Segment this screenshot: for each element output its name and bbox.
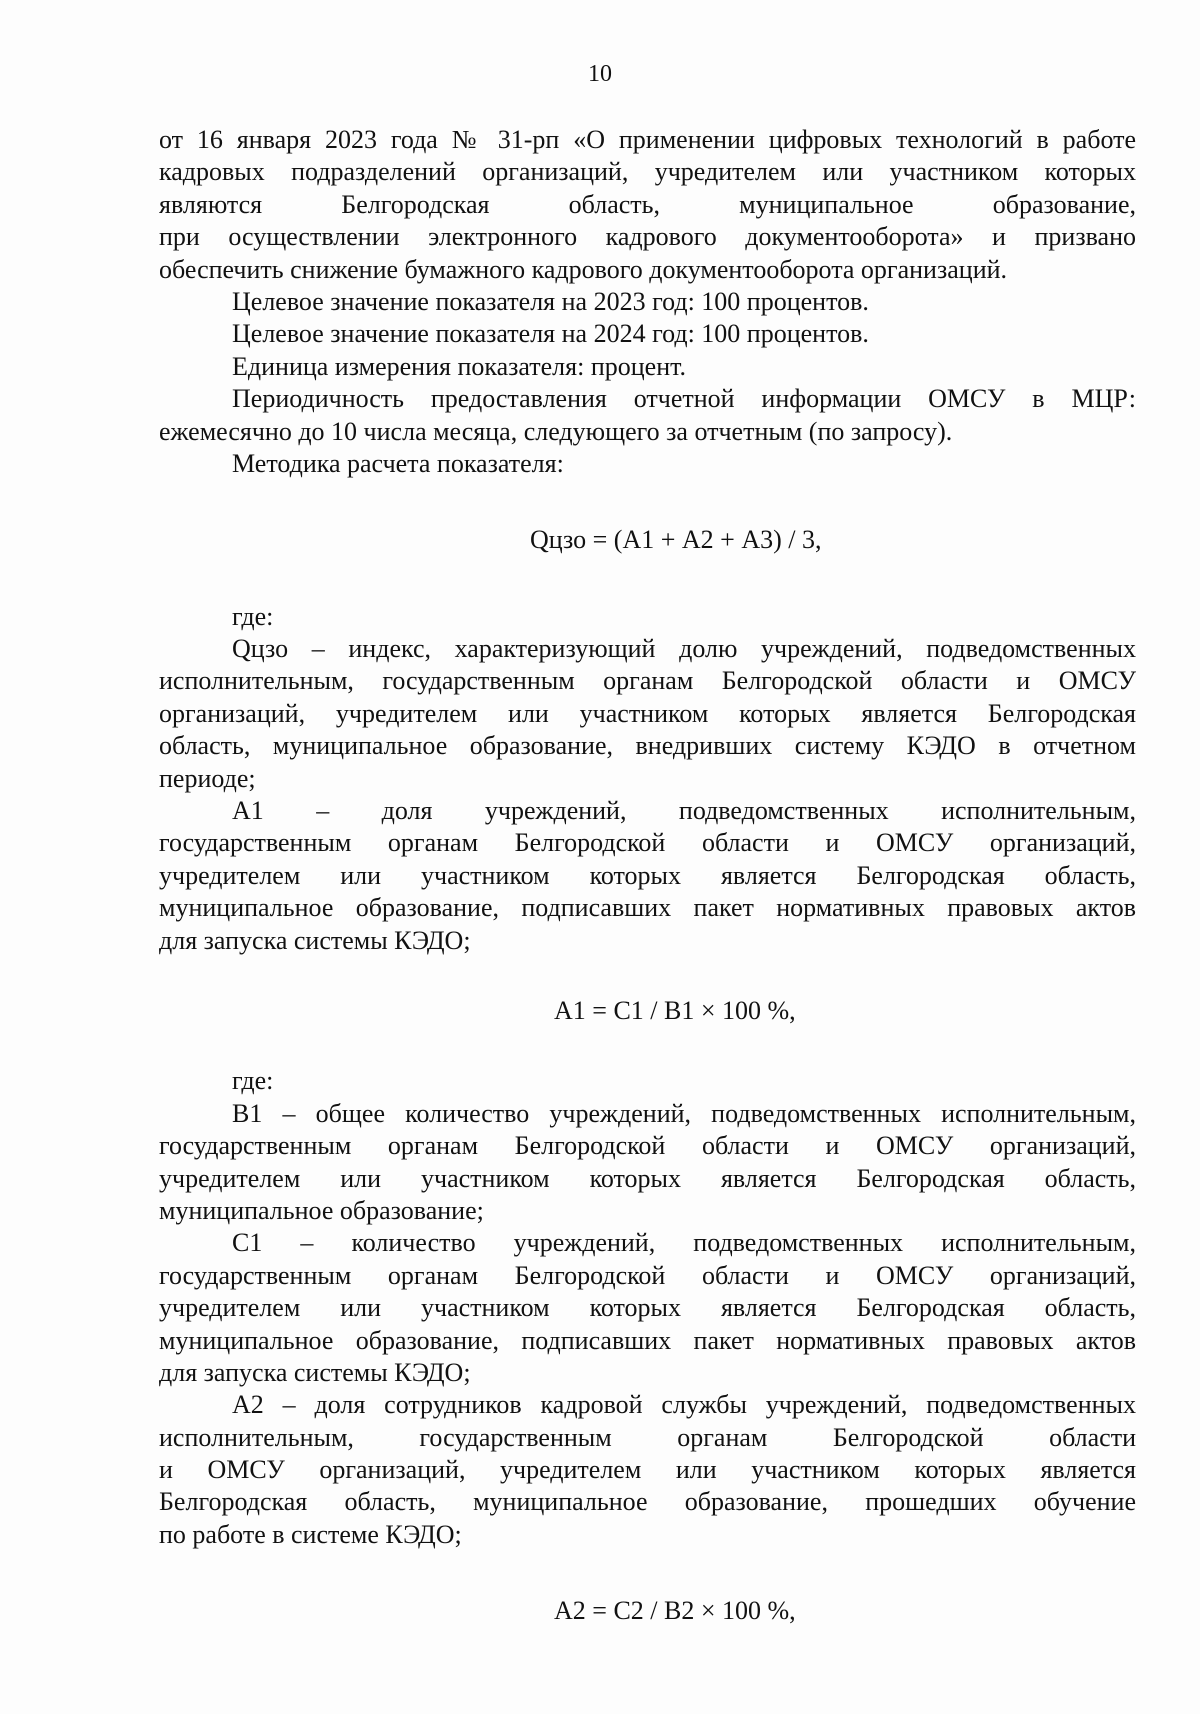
text-line: государственным органам Белгородской области и ОМСУ организаций, — [159, 1260, 1136, 1290]
formula-main-text: Qцзо = (А1 + А2 + А3) / 3, — [530, 525, 822, 555]
document-body — [159, 124, 1136, 1628]
page-number: 10 — [588, 61, 612, 87]
text-line: при осуществлении электронного кадрового документооборота» и призвано — [159, 222, 1136, 252]
unit-of-measure: Единица измерения показателя: процент. — [232, 351, 687, 381]
text-line: обеспечить снижение бумажного кадрового документооборота организаций. — [159, 254, 1008, 284]
text-line: и ОМСУ организаций, учредителем или участником которых является — [159, 1455, 1136, 1485]
text-line: исполнительным, государственным органам Белгородской области — [159, 1422, 1136, 1452]
where-label: где: — [232, 1066, 274, 1096]
text-line: область, муниципальное образование, внедривших систему КЭДО в отчетном — [159, 731, 1136, 761]
text-line: А1 – доля учреждений, подведомственных исполнительным, — [232, 796, 1136, 826]
text-line: В1 – общее количество учреждений, подведомственных исполнительным, — [232, 1098, 1136, 1128]
text-line: являются Белгородская область, муниципальное образование, — [159, 189, 1136, 219]
text-line: Периодичность предоставления отчетной информации ОМСУ в МЦР: — [232, 384, 1136, 414]
text-line: для запуска системы КЭДО; — [159, 1357, 471, 1387]
text-line: учредителем или участником которых является Белгородская область, — [159, 1293, 1136, 1323]
text-line: кадровых подразделений организаций, учредителем или участником которых — [159, 157, 1136, 187]
text-line: по работе в системе КЭДО; — [159, 1519, 462, 1549]
periodicity-paragraph — [159, 383, 1136, 448]
target-2024: Целевое значение показателя на 2024 год: 100 процентов. — [232, 319, 869, 349]
where-label: где: — [232, 601, 274, 631]
text-line: исполнительным, государственным органам Белгородской области и ОМСУ — [159, 666, 1136, 696]
method-label: Методика расчета показателя: — [232, 448, 564, 478]
text-line: государственным органам Белгородской области и ОМСУ организаций, — [159, 1131, 1136, 1161]
a2-definition — [159, 1389, 1136, 1551]
text-line: от 16 января 2023 года № 31-рп «О применении цифровых технологий в работе — [159, 125, 1136, 154]
text-line: для запуска системы КЭДО; — [159, 925, 471, 955]
intro-paragraph — [159, 124, 1136, 286]
text-line: государственным органам Белгородской области и ОМСУ организаций, — [159, 828, 1136, 858]
qczo-definition — [159, 633, 1136, 795]
text-line: учредителем или участником которых является Белгородская область, — [159, 1163, 1136, 1193]
b1-definition — [159, 1098, 1136, 1228]
formula-main — [159, 524, 1136, 556]
target-2023: Целевое значение показателя на 2023 год: 100 процентов. — [232, 286, 869, 316]
text-line: периоде; — [159, 763, 256, 793]
text-line: муниципальное образование; — [159, 1195, 484, 1225]
text-line: Белгородская область, муниципальное образование, прошедших обучение — [159, 1487, 1136, 1517]
formula-a2 — [159, 1595, 1136, 1627]
text-line: организаций, учредителем или участником которых является Белгородская — [159, 698, 1136, 728]
a1-definition — [159, 795, 1136, 957]
text-line: учредителем или участником которых является Белгородская область, — [159, 860, 1136, 890]
formula-a1-text: А1 = С1 / В1 × 100 %, — [554, 995, 796, 1025]
formula-a1 — [159, 995, 1136, 1027]
text-line: муниципальное образование, подписавших пакет нормативных правовых актов — [159, 1325, 1136, 1355]
text-line: А2 – доля сотрудников кадровой службы учреждений, подведомственных — [232, 1390, 1136, 1420]
text-line: ежемесячно до 10 числа месяца, следующего за отчетным (по запросу). — [159, 416, 953, 446]
text-line: С1 – количество учреждений, подведомственных исполнительным, — [232, 1228, 1136, 1258]
formula-a2-text: А2 = С2 / В2 × 100 %, — [554, 1596, 796, 1626]
text-line: Qцзо – индекс, характеризующий долю учреждений, подведомственных — [232, 634, 1136, 664]
text-line: муниципальное образование, подписавших пакет нормативных правовых актов — [159, 893, 1136, 923]
c1-definition — [159, 1227, 1136, 1389]
